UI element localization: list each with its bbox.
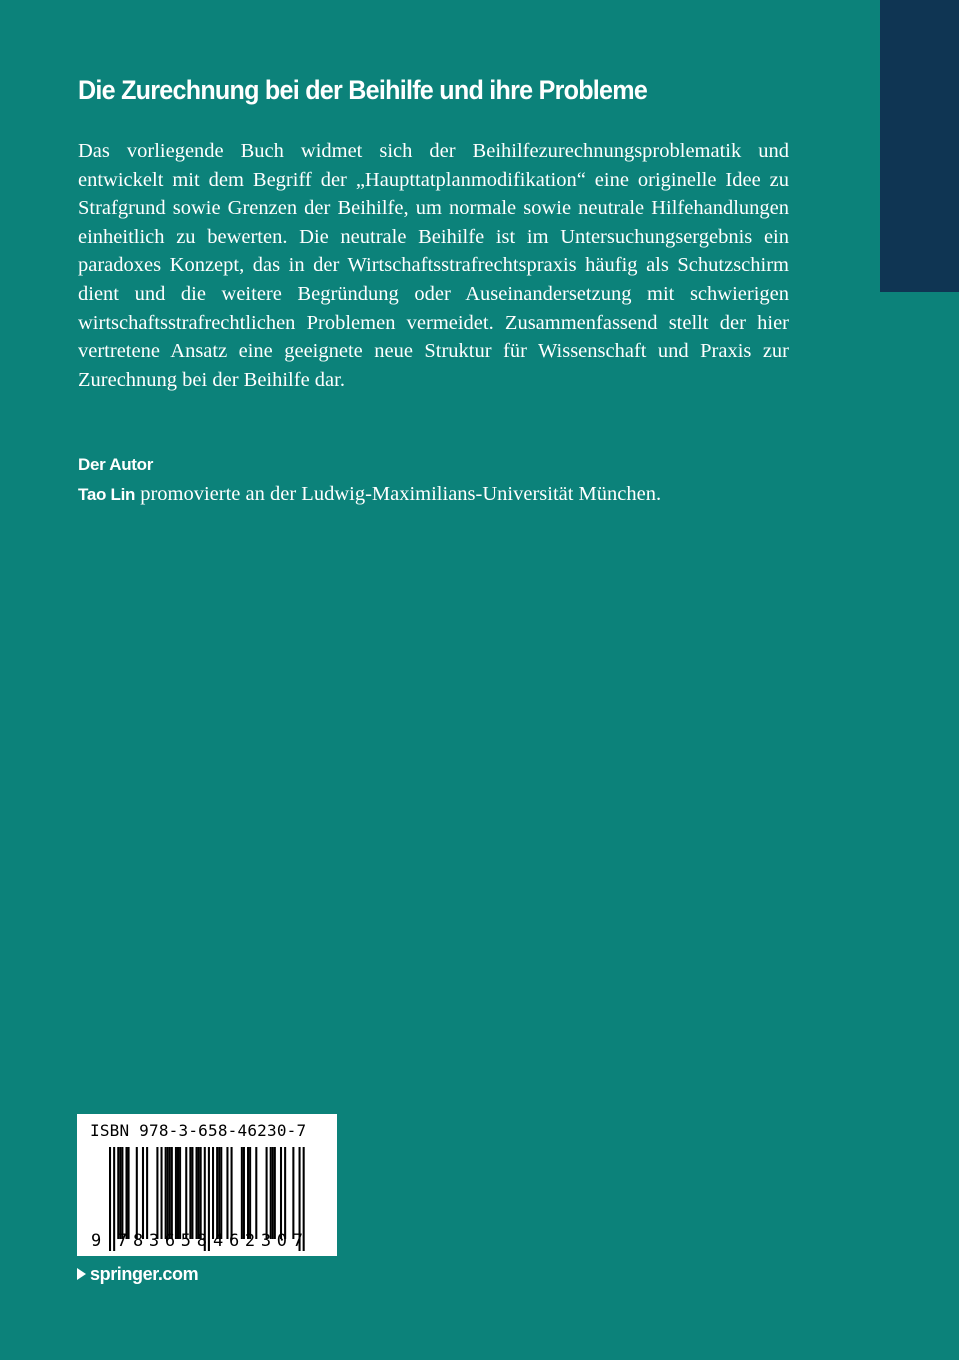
author-heading: Der Autor bbox=[78, 455, 154, 474]
barcode-bar bbox=[255, 1147, 257, 1239]
author-bio-text: promovierte an der Ludwig-Maximilians-Universität München. bbox=[135, 483, 662, 505]
barcode-right-digits: 462307 bbox=[213, 1231, 303, 1251]
barcode-bar bbox=[191, 1147, 193, 1239]
barcode-bar bbox=[266, 1147, 268, 1239]
barcode-bar bbox=[231, 1147, 233, 1239]
barcode-bar bbox=[249, 1147, 251, 1239]
isbn-label: ISBN 978-3-658-46230-7 bbox=[90, 1121, 307, 1140]
barcode-bar bbox=[185, 1147, 187, 1239]
barcode-bar bbox=[196, 1147, 198, 1239]
barcode-first-digit: 9 bbox=[91, 1231, 102, 1251]
author-name: Tao Lin bbox=[78, 485, 136, 504]
arrow-right-icon bbox=[77, 1268, 86, 1280]
barcode-bar bbox=[243, 1147, 245, 1239]
barcode-bar bbox=[212, 1147, 214, 1239]
publisher-url[interactable]: springer.com bbox=[90, 1264, 199, 1284]
barcode-bar bbox=[156, 1147, 158, 1239]
barcode-bar bbox=[167, 1147, 169, 1239]
barcode-left-digits: 783658 bbox=[117, 1231, 207, 1251]
barcode-bar bbox=[142, 1147, 144, 1239]
barcode-bar bbox=[241, 1147, 243, 1239]
isbn-barcode bbox=[77, 1114, 337, 1256]
barcode-bar bbox=[121, 1147, 123, 1239]
barcode-bar bbox=[125, 1147, 127, 1239]
barcode-bar bbox=[218, 1147, 220, 1239]
barcode-bar bbox=[274, 1147, 276, 1239]
barcode-bar bbox=[220, 1147, 222, 1239]
barcode-bar bbox=[175, 1147, 177, 1239]
barcode-bar bbox=[270, 1147, 272, 1239]
barcode-bar bbox=[171, 1147, 173, 1239]
book-title: Die Zurechnung bei der Beihilfe und ihre Probleme bbox=[78, 75, 648, 105]
barcode-bar bbox=[113, 1147, 115, 1251]
barcode-bar bbox=[161, 1147, 163, 1239]
publisher-link[interactable] bbox=[77, 1262, 198, 1286]
barcode-bar bbox=[189, 1147, 191, 1239]
barcode-bar bbox=[292, 1147, 294, 1239]
spine-color-band bbox=[880, 0, 959, 292]
barcode-bar bbox=[136, 1147, 138, 1239]
barcode-bar bbox=[247, 1147, 249, 1239]
barcode-bar bbox=[198, 1147, 200, 1239]
barcode-bar bbox=[119, 1147, 121, 1239]
barcode-bar bbox=[109, 1147, 111, 1251]
barcode-bars bbox=[77, 1114, 337, 1256]
barcode-bar bbox=[117, 1147, 119, 1239]
barcode-bar bbox=[284, 1147, 286, 1239]
barcode-bar bbox=[179, 1147, 181, 1239]
barcode-bar bbox=[208, 1147, 210, 1251]
barcode-bar bbox=[165, 1147, 167, 1239]
barcode-bar bbox=[280, 1147, 282, 1239]
barcode-bar bbox=[216, 1147, 218, 1239]
book-description: Das vorliegende Buch widmet sich der Beihilfezurechnungsproblematik und entwickelt mit dem Begriff der „Haupttatplanmodifikation“ eine originelle Idee zu Strafgrund sowie Grenzen der Beihilfe, um normale sowie neutrale Hilfehandlungen einheitlich zu bewerten. Die neutrale Beihilfe ist im Untersuchungsergebnis ein paradoxes Konzept, das in der Wirtschaftsstrafrechtspraxis häufig als Schutzschirm dient und die weitere Begründung oder Auseinandersetzung mit schwierigen wirtschaftsstrafrechtlichen Problemen vermeidet. Zusammenfassend stellt der hier vertretene Ansatz eine geeignete neue Struktur für Wissenschaft und Praxis zur Zurechnung bei der Beihilfe dar. bbox=[78, 140, 789, 391]
barcode-bar bbox=[169, 1147, 171, 1239]
barcode-bar bbox=[272, 1147, 274, 1239]
author-bio bbox=[78, 480, 661, 509]
barcode-bar bbox=[128, 1147, 130, 1239]
barcode-bar bbox=[200, 1147, 202, 1239]
barcode-bar bbox=[146, 1147, 148, 1239]
barcode-bar bbox=[226, 1147, 228, 1239]
barcode-bar bbox=[177, 1147, 179, 1239]
